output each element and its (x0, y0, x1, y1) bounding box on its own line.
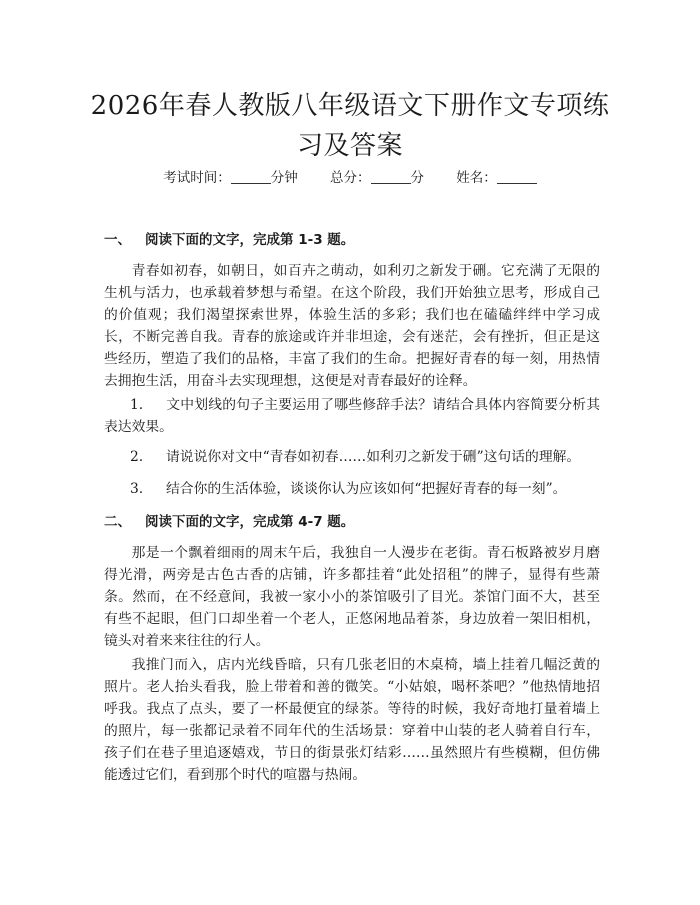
question-3 (104, 478, 600, 500)
question-text: 文中划线的句子主要运用了哪些修辞手法？请结合具体内容简要分析其表达效果。 (104, 397, 600, 435)
time-unit: 分钟 (270, 170, 298, 186)
section-number: 二、 (104, 514, 131, 530)
time-label: 考试时间： (163, 170, 231, 186)
question-text: 结合你的生活体验，谈谈你认为应该如何“把握好青春的每一刻”。 (166, 481, 567, 497)
name-field (456, 170, 537, 186)
question-number: 2. (130, 449, 144, 465)
question-number: 1. (130, 397, 144, 413)
page-title: 2026年春人教版八年级语文下册作文专项练习及答案 (90, 91, 610, 161)
score-blank[interactable] (371, 169, 411, 184)
name-blank[interactable] (497, 169, 537, 184)
section-heading-text: 阅读下面的文字，完成第 4-7 题。 (145, 514, 355, 530)
time-field (163, 170, 298, 186)
exam-meta (0, 168, 700, 188)
score-unit: 分 (410, 170, 424, 186)
name-label: 姓名： (456, 170, 497, 186)
time-blank[interactable] (231, 169, 271, 184)
question-2 (104, 446, 600, 468)
section-number: 一、 (104, 232, 131, 248)
section-heading-text: 阅读下面的文字，完成第 1-3 题。 (145, 232, 355, 248)
score-label: 总分： (330, 170, 371, 186)
section-1-heading (104, 230, 354, 250)
section-1-passage: 青春如初春，如朝日，如百卉之萌动，如利刃之新发于硎。它充满了无限的生机与活力，也承载着梦想与希望。在这个阶段，我们开始独立思考，形成自己的价值观；我们渴望探索世界，体验生活的多彩；我们也在磕磕绊绊中学习成长，不断完善自我。青春的旅途或许并非坦途，会有迷茫，会有挫折，但正是这些经历，塑造了我们的品格，丰富了我们的生命。把握好青春的每一刻，用热情去拥抱生活，用奋斗去实现理想，这便是对青春最好的诠释。 (104, 263, 600, 389)
question-number: 3. (130, 481, 144, 497)
section-2-passage-2: 我推门而入，店内光线昏暗，只有几张老旧的木桌椅，墙上挂着几幅泛黄的照片。老人抬头看我，脸上带着和善的微笑。“小姑娘，喝杯茶吧？”他热情地招呼我。我点了点头，要了一杯最便宜的绿茶。等待的时候，我好奇地打量着墙上的照片，每一张都记录着不同年代的生活场景：穿着中山装的老人骑着自行车，孩子们在巷子里追逐嬉戏，节日的街景张灯结彩……虽然照片有些模糊，但仿佛能透过它们，看到那个时代的喧嚣与热闹。 (104, 657, 600, 783)
question-1 (104, 394, 600, 438)
question-text: 请说说你对文中“青春如初春……如利刃之新发于硎”这句话的理解。 (166, 449, 581, 465)
section-2-passage-1: 那是一个飘着细雨的周末午后，我独自一人漫步在老街。青石板路被岁月磨得光滑，两旁是古色古香的店铺，许多都挂着“此处招租”的牌子，显得有些萧条。然而，在不经意间，我被一家小小的茶馆吸引了目光。茶馆门面不大，甚至有些不起眼，但门口却坐着一个老人，正悠闲地品着茶，身边放着一架旧相机，镜头对着来来往往的行人。 (104, 545, 600, 649)
score-field (330, 170, 424, 186)
section-2-heading (104, 512, 354, 532)
